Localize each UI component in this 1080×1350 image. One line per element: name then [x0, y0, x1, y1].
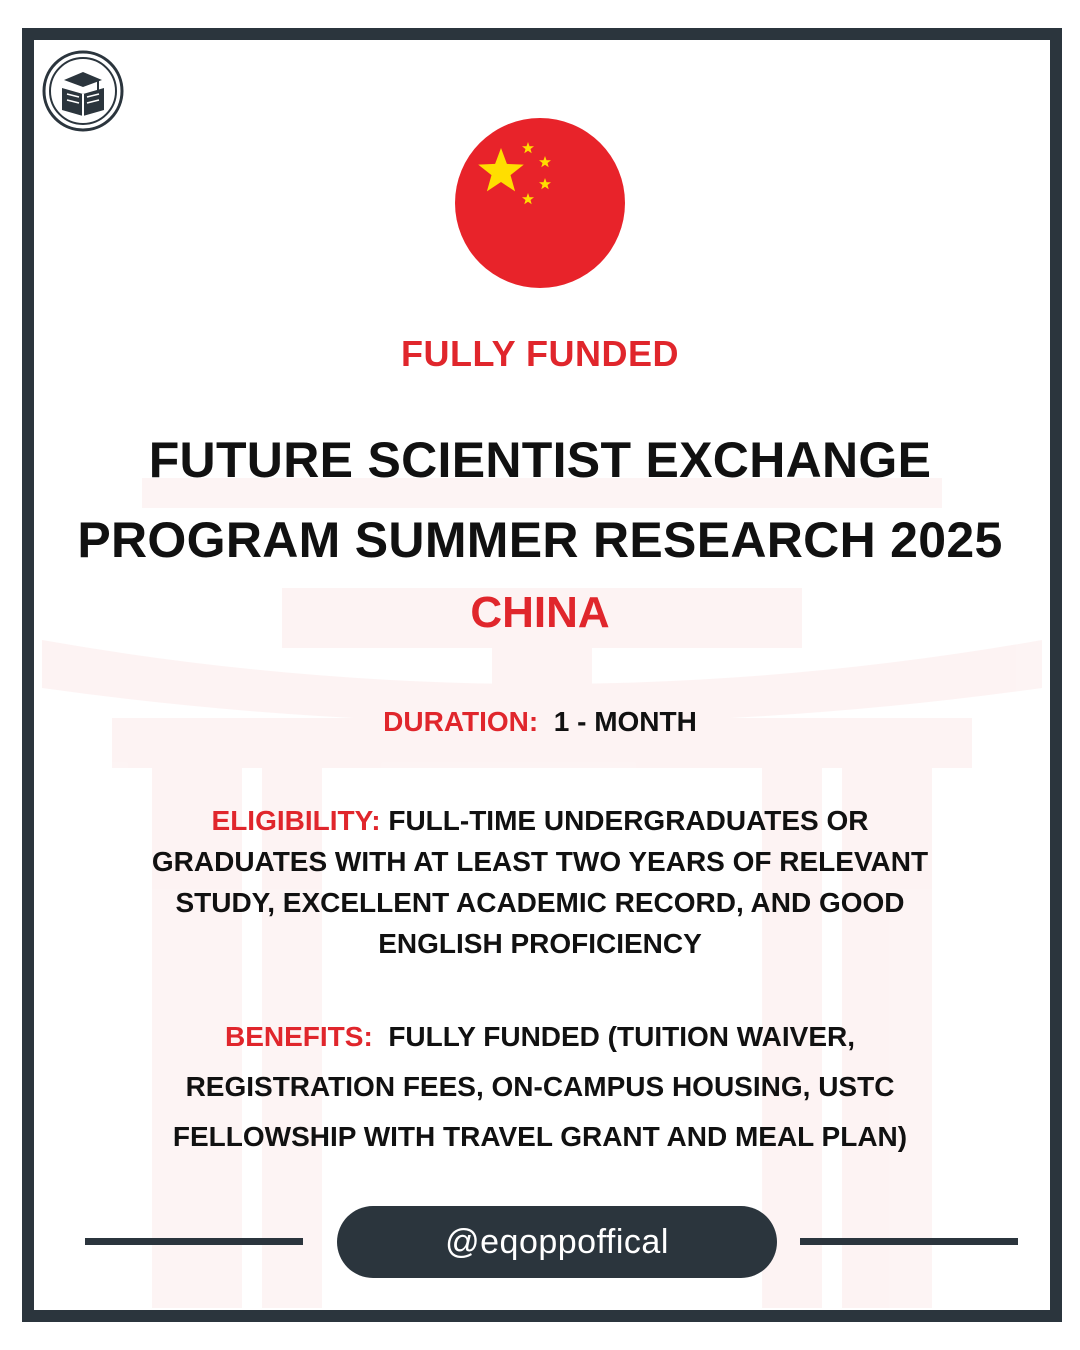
duration-value: 1 - MONTH [553, 706, 697, 737]
divider-left [85, 1238, 303, 1245]
eligibility-section [130, 800, 950, 964]
title-line-2: PROGRAM SUMMER RESEARCH 2025 [77, 512, 1003, 568]
social-handle[interactable]: @eqoppoffical [337, 1206, 777, 1278]
graduation-cap-book-icon [42, 50, 124, 132]
duration-row [60, 706, 1020, 738]
country-label: CHINA [470, 588, 610, 637]
duration-label: DURATION: [383, 706, 539, 737]
fully-funded-badge: FULLY FUNDED [400, 333, 680, 374]
benefits-label: BENEFITS: [224, 1021, 373, 1052]
eligibility-label: ELIGIBILITY: [211, 805, 381, 836]
benefits-section [130, 1012, 950, 1162]
benefits-value: FULLY FUNDED (TUITION WAIVER, REGISTRATION FEES, ON-CAMPUS HOUSING, USTC FELLOWSHIP WITH TRAVEL GRANT AND MEAL PLAN) [172, 1021, 908, 1152]
divider-right [800, 1238, 1018, 1245]
eligibility-value: FULL-TIME UNDERGRADUATES OR GRADUATES WITH AT LEAST TWO YEARS OF RELEVANT STUDY, EXCELLENT ACADEMIC RECORD, AND GOOD ENGLISH PROFICIENCY [151, 805, 929, 959]
china-flag-icon [455, 118, 625, 288]
page-title [60, 420, 1020, 580]
title-line-1: FUTURE SCIENTIST EXCHANGE [148, 432, 932, 488]
